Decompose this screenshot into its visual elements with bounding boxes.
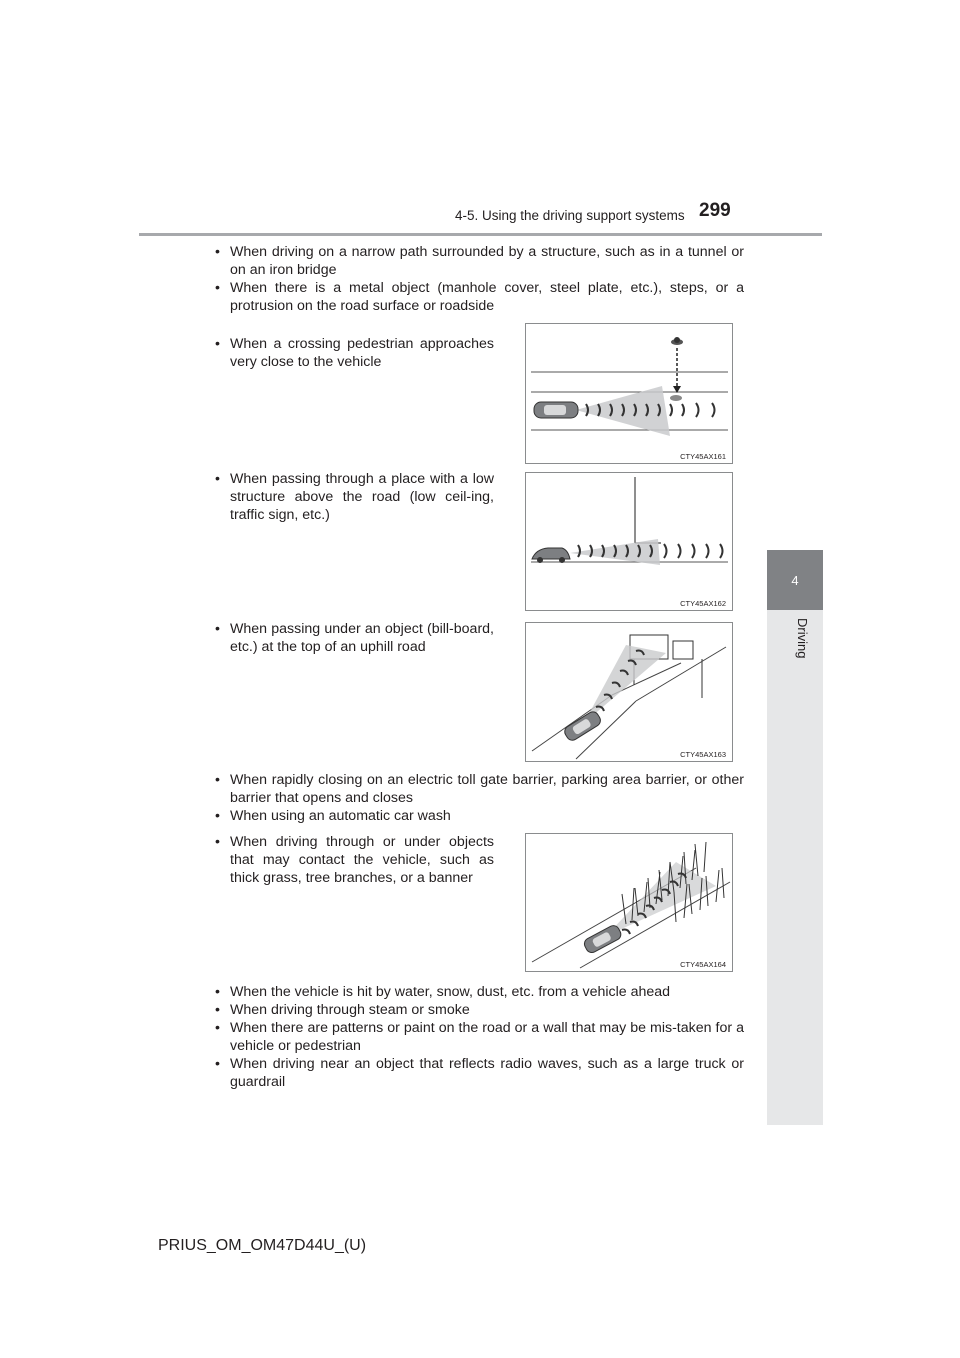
manual-code: PRIUS_OM_OM47D44U_(U) <box>158 1237 367 1254</box>
chapter-tab[interactable] <box>767 550 823 610</box>
chapter-label: Driving <box>795 618 810 659</box>
figure-item-4-text <box>215 833 494 887</box>
figure-item-2-text <box>215 470 494 524</box>
bullet-list-top <box>215 243 744 315</box>
list-item: • When there is a metal object (manhole cover, steel plate, etc.), steps, or a protrusion on the road surface or roadside <box>215 279 744 315</box>
bullet-list-bottom <box>215 983 744 1091</box>
bullet-list-middle <box>215 771 744 825</box>
figure-code: CTY45AX161 <box>680 452 726 461</box>
figure-item-1-text <box>215 335 494 371</box>
figure-code: CTY45AX162 <box>680 599 726 608</box>
chapter-tab-strip <box>767 610 823 1125</box>
list-item: • When passing under an object (bill-board, etc.) at the top of an uphill road <box>215 620 494 656</box>
header-rule <box>139 233 822 236</box>
section-title: 4-5. Using the driving support systems <box>455 208 685 223</box>
chapter-number: 4 <box>791 572 799 588</box>
list-item: • When a crossing pedestrian approaches very close to the vehicle <box>215 335 494 371</box>
figure-item-3-text <box>215 620 494 656</box>
list-item: • When the vehicle is hit by water, snow, dust, etc. from a vehicle ahead <box>215 983 744 1001</box>
thick-grass-illustration <box>526 834 732 971</box>
page-number: 299 <box>699 200 731 221</box>
uphill-billboard-illustration <box>526 623 732 761</box>
figure-code: CTY45AX163 <box>680 750 726 759</box>
list-item: • When driving through or under objects that may contact the vehicle, such as thick grass, tree branches, or a banner <box>215 833 494 887</box>
figure-code: CTY45AX164 <box>680 960 726 969</box>
low-structure-illustration <box>526 473 732 610</box>
figure-low-structure <box>525 472 733 611</box>
list-item: • When driving on a narrow path surrounded by a structure, such as in a tunnel or on an iron bridge <box>215 243 744 279</box>
figure-crossing-pedestrian <box>525 323 733 464</box>
list-item: • When using an automatic car wash <box>215 807 744 825</box>
figure-thick-grass <box>525 833 733 972</box>
list-item: • When passing through a place with a low structure above the road (low ceil-ing, traffic sign, etc.) <box>215 470 494 524</box>
figure-uphill-billboard <box>525 622 733 762</box>
pedestrian-illustration <box>526 324 732 463</box>
list-item: • When rapidly closing on an electric toll gate barrier, parking area barrier, or other barrier that opens and closes <box>215 771 744 807</box>
list-item: • When driving through steam or smoke <box>215 1001 744 1019</box>
list-item: • When driving near an object that reflects radio waves, such as a large truck or guardrail <box>215 1055 744 1091</box>
list-item: • When there are patterns or paint on the road or a wall that may be mis-taken for a vehicle or pedestrian <box>215 1019 744 1055</box>
